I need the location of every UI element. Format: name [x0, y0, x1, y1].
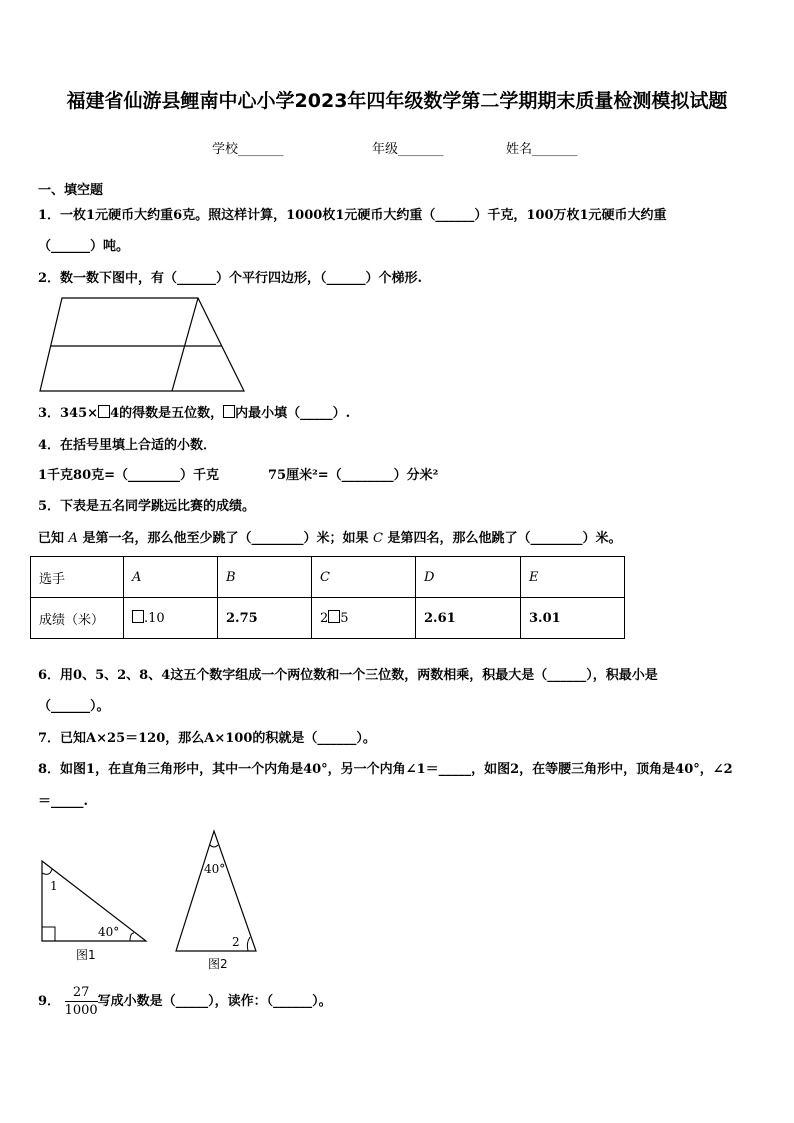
q3-part-b: 4的得数是五位数，	[110, 406, 224, 421]
table-header-cell: B	[218, 557, 312, 598]
q2-figure	[38, 296, 248, 394]
q4-text: 4．在括号里填上合适的小数．	[38, 438, 217, 453]
fraction-denominator: 1000	[64, 1003, 98, 1018]
name-label: 姓名	[506, 142, 533, 157]
q8-line2: ＝_____.	[38, 794, 89, 809]
scores-table	[30, 556, 625, 639]
score-c-prefix: 2	[320, 611, 329, 626]
q9-text	[38, 984, 332, 1019]
digit-box	[223, 405, 235, 418]
figure-2-caption: 图2	[208, 957, 228, 971]
q9-rest: 写成小数是（_____），读作：（______）。	[97, 994, 332, 1009]
page-title: 福建省仙游县鲤南中心小学2023年四年级数学第二学期期末质量检测模拟试题	[66, 90, 728, 112]
table-header-cell: D	[416, 557, 521, 598]
figure-2-isosceles-triangle	[170, 825, 265, 975]
digit-box	[328, 610, 340, 623]
table-header-cell: E	[521, 557, 625, 598]
q1-line2: （______）吨。	[38, 239, 130, 254]
section-heading: 一、填空题	[38, 183, 104, 198]
q7-text: 7．已知A×25＝120，那么A×100的积就是（______）。	[38, 731, 376, 746]
fraction	[65, 984, 98, 1019]
figure-1-right-triangle	[30, 855, 155, 965]
grade-field	[372, 141, 444, 159]
grade-label: 年级	[372, 142, 399, 157]
angle-arc	[210, 845, 218, 847]
q6-line2: （______）。	[38, 699, 110, 714]
digit-box	[132, 610, 144, 623]
q5-known-c: 是第四名，那么他跳了（________）米。	[387, 531, 622, 546]
digit-box	[98, 405, 110, 418]
q8-line1: 8．如图1，在直角三角形中，其中一个内角是40°，另一个内角∠1＝_____，如图2，在等腰三角形中，顶角是40°，∠2	[38, 762, 733, 777]
score-c-suffix: 5	[340, 611, 349, 626]
score-a-suffix: .10	[144, 611, 165, 626]
school-blank: _______	[238, 142, 284, 157]
q6-line1: 6．用0、5、2、8、4这五个数字组成一个两位数和一个三位数，两数相乘，积最大是（______），积最小是	[38, 668, 658, 683]
grade-blank: _______	[398, 142, 444, 157]
trapezoid-outline	[40, 298, 244, 391]
name-field	[506, 141, 578, 159]
angle-arc	[42, 869, 52, 874]
table-cell: 2.61	[416, 598, 521, 639]
table-row	[31, 557, 625, 598]
q2-text: 2．数一数下图中，有（______）个平行四边形，（______）个梯形.	[38, 271, 423, 286]
table-cell: 成绩（米）	[31, 598, 124, 639]
q5-known-b: 是第一名，那么他至少跳了（________）米；如果	[82, 531, 369, 546]
angle-2-label: 2	[232, 935, 240, 949]
apex-angle-label: 40°	[204, 862, 226, 876]
angle-40-label: 40°	[98, 925, 120, 939]
fraction-numerator: 27	[65, 984, 98, 1002]
table-header-cell: 选手	[31, 557, 124, 598]
q3-part-c: 内最小填（_____）.	[235, 406, 351, 421]
table-cell	[124, 598, 218, 639]
angle-arc	[130, 933, 134, 941]
figure-1-caption: 图1	[76, 948, 96, 962]
q4-part-a: 1千克80克=（________）千克	[38, 468, 220, 483]
table-row	[31, 598, 625, 639]
table-header-cell: A	[124, 557, 218, 598]
q3-text	[38, 405, 350, 423]
triangle-outline	[176, 831, 256, 951]
q1-line1: 1．一枚1元硬币大约重6克。照这样计算，1000枚1元硬币大约重（______）千克，100万枚1元硬币大约重	[38, 208, 667, 223]
q5-known	[38, 530, 622, 548]
q5-text: 5．下表是五名同学跳远比赛的成绩。	[38, 499, 256, 514]
school-field	[212, 141, 284, 159]
table-header-cell: C	[312, 557, 416, 598]
slanted-line	[172, 298, 198, 391]
table-cell: 3.01	[521, 598, 625, 639]
table-cell	[312, 598, 416, 639]
school-label: 学校	[212, 142, 239, 157]
angle-1-label: 1	[50, 879, 58, 893]
triangle-outline	[42, 861, 146, 941]
q5-var-a: A	[68, 531, 78, 546]
right-angle-mark	[42, 927, 55, 941]
q5-var-c: C	[373, 531, 383, 546]
q4-part-b: 75厘米²=（________）分米²	[268, 468, 439, 483]
q3-part-a: 3．345×	[38, 406, 99, 421]
q9-number: 9．	[38, 994, 61, 1009]
table-cell: 2.75	[218, 598, 312, 639]
name-blank: _______	[532, 142, 578, 157]
q5-known-a: 已知	[38, 531, 65, 546]
angle-arc	[247, 937, 250, 951]
